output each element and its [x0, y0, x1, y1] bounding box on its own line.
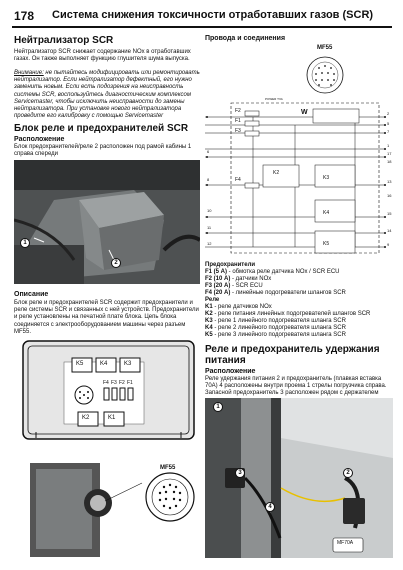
connector-photo [30, 445, 200, 557]
holding-photo-callout-2: 2 [343, 468, 353, 478]
legend-relay-k4-code: K4 [205, 325, 213, 331]
holding-photo-callout-3: 3 [235, 468, 245, 478]
legend-relay-k1-code: K1 [205, 304, 213, 310]
legend-relay-k1 [205, 304, 272, 311]
wiring-right-15: 15 [387, 211, 392, 216]
holding-relay-location-title: Расположение [205, 368, 256, 375]
wiring-relay-k3: K3 [323, 175, 330, 181]
wiring-right-1: 1 [387, 143, 390, 148]
legend-relay-k2 [205, 311, 370, 318]
page-header [0, 0, 403, 30]
legend-fuse-f4 [205, 290, 346, 297]
relay-block-location-text: Блок предохранителей/реле 2 расположен под рамой кабины 1 справа спереди [14, 144, 192, 158]
legend-fuse-f4-code: F4 (20 А) [205, 290, 231, 296]
wiring-w-label: W [301, 109, 308, 116]
holding-photo-callout-4: 4 [265, 502, 275, 512]
connector-photo-label: MF55 [160, 465, 176, 471]
legend-relay-k1-text: - реле датчиков NOx [212, 304, 272, 310]
holding-relay-photo [205, 398, 393, 558]
page-number: 178 [14, 9, 35, 23]
legend-relay-k5-text: - реле 3 линейного подогревателя шланга SCR [212, 332, 346, 338]
wiring-right-14: 14 [387, 228, 392, 233]
wiring-fuse-f4: F4 [235, 177, 241, 183]
legend-fuse-f3 [205, 283, 263, 290]
holding-relay-photo-art [205, 398, 393, 558]
wiring-left-10: 10 [207, 208, 212, 213]
wiring-right-13: 13 [387, 179, 392, 184]
wiring-right-2: 2 [387, 111, 390, 116]
warning-label: Внимание: [14, 70, 44, 76]
page-title: Система снижения токсичности отработавших газов (SCR) [52, 9, 374, 21]
legend-fuse-f1 [205, 269, 340, 276]
legend-relay-k4 [205, 325, 346, 332]
relay-block-photo-art [14, 160, 200, 284]
diagram-label-f4: F4 [103, 380, 109, 386]
legend-relay-k2-code: K2 [205, 311, 213, 317]
neutralizer-warning [14, 70, 200, 120]
header-rule [12, 26, 392, 28]
legend-fuse-f1-text: - обмотка реле датчика NOx / SCR ECU [227, 269, 340, 275]
wiring-left-12: 12 [207, 241, 212, 246]
diagram-label-k3: K3 [124, 361, 132, 367]
legend-fuse-f2 [205, 276, 271, 283]
neutralizer-body: Нейтрализатор SCR снижает содержание NOx в отработавших газах. Он также выполняет функцию глушителя шума выпуска. [14, 49, 191, 63]
legend-fuse-f4-text: - линейные подогреватели шлангов SCR [230, 290, 346, 296]
relay-block-diagram-art [22, 340, 195, 440]
legend-relay-k3 [205, 318, 346, 325]
legend-fuse-f2-text: - датчики NOx [230, 276, 272, 282]
legend-relays-title: Реле [205, 297, 220, 303]
wiring-relay-k2: K2 [273, 170, 280, 176]
wiring-power-label: POWER TVA [265, 97, 283, 101]
connector-photo-art [30, 445, 200, 557]
wiring-fuse-f2: F2 [235, 108, 241, 114]
legend-relay-k5 [205, 332, 346, 339]
diagram-label-f3: F3 [111, 380, 117, 386]
photo-callout-1: 1 [20, 238, 30, 248]
wiring-diagram-art [205, 45, 393, 257]
wiring-title: Провода и соединения [205, 35, 286, 42]
photo-callout-2: 2 [111, 258, 121, 268]
wiring-left-11: 11 [207, 225, 212, 230]
holding-relay-location-text: Реле удержания питания 2 и предохранитель (плавкая вставка 70А) 4 расположены внутри проема 1 стрелы погрузчика справа. Запасной предохранитель 3 расположен рядом с держателем [205, 376, 387, 397]
legend-relay-k4-text: - реле 2 линейного подогревателя шланга SCR [212, 325, 346, 331]
relay-block-description-text: Блок реле и предохранителей SCR содержит предохранители и реле системы SCR и связанных с ней устройств. Предохранители и реле установлены на печатной плате блока. Цепь блока соединяется с электрооборудованием машины через разъем MF55. [14, 300, 199, 335]
wiring-right-7: 7 [387, 129, 390, 134]
holding-photo-tag: MF70A [337, 540, 354, 546]
relay-block-diagram [22, 340, 195, 440]
wiring-fuse-f1: F1 [235, 118, 241, 124]
diagram-label-k1: K1 [108, 415, 116, 421]
diagram-label-k5: K5 [76, 361, 84, 367]
wiring-right-18: 18 [387, 159, 392, 164]
wiring-left-6: 6 [207, 149, 210, 154]
diagram-label-k2: K2 [82, 415, 90, 421]
relay-block-location-title: Расположение [14, 136, 65, 143]
warning-text: не пытайтесь модифицировать или ремонтировать нейтрализатор. Если нейтрализатор дефектный, его нужно заменить новым. Если есть подозрения на неисправность системы SCR, воспользуйтесь диагностическим комплексом Servicemaster, чтобы исключить неисправности до замены нейтрализатора. При установке нового нейтрализатора проведите его калибровку с помощью Servicemaster [14, 70, 200, 120]
diagram-label-f1: F1 [127, 380, 133, 386]
wiring-relay-k4: K4 [323, 210, 330, 216]
legend-fuse-f3-text: - SCR ECU [230, 283, 263, 289]
wiring-right-9: 9 [387, 242, 390, 247]
legend-relay-k3-text: - реле 1 линейного подогревателя шланга SCR [212, 318, 346, 324]
wiring-connector-label: MF55 [317, 45, 333, 51]
wiring-diagram [205, 45, 393, 257]
legend-fuse-f2-code: F2 (10 А) [205, 276, 231, 282]
diagram-label-k4: K4 [100, 361, 108, 367]
wiring-left-8: 8 [207, 177, 210, 182]
wiring-fuse-f3: F3 [235, 128, 241, 134]
section-title-neutralizer: Нейтрализатор SCR [14, 35, 114, 46]
legend-fuse-f1-code: F1 (5 А) [205, 269, 228, 275]
relay-block-photo [14, 160, 200, 284]
legend-relay-k5-code: K5 [205, 332, 213, 338]
legend-relay-k2-text: - реле питания линейных подогревателей шлангов SCR [212, 311, 371, 317]
legend-relay-k3-code: K3 [205, 318, 213, 324]
section-title-holding-relay: Реле и предохранитель удержания питания [205, 344, 380, 366]
relay-block-description-title: Описание [14, 291, 49, 298]
legend-fuses-title: Предохранители [205, 262, 256, 268]
section-title-relay-block: Блок реле и предохранителей SCR [14, 123, 189, 134]
diagram-label-f2: F2 [119, 380, 125, 386]
wiring-right-5: 5 [387, 121, 390, 126]
wiring-right-17: 17 [387, 151, 392, 156]
holding-photo-callout-1: 1 [213, 402, 223, 412]
wiring-relay-k5: K5 [323, 241, 330, 247]
legend-fuse-f3-code: F3 (20 А) [205, 283, 231, 289]
wiring-right-16: 16 [387, 193, 392, 198]
